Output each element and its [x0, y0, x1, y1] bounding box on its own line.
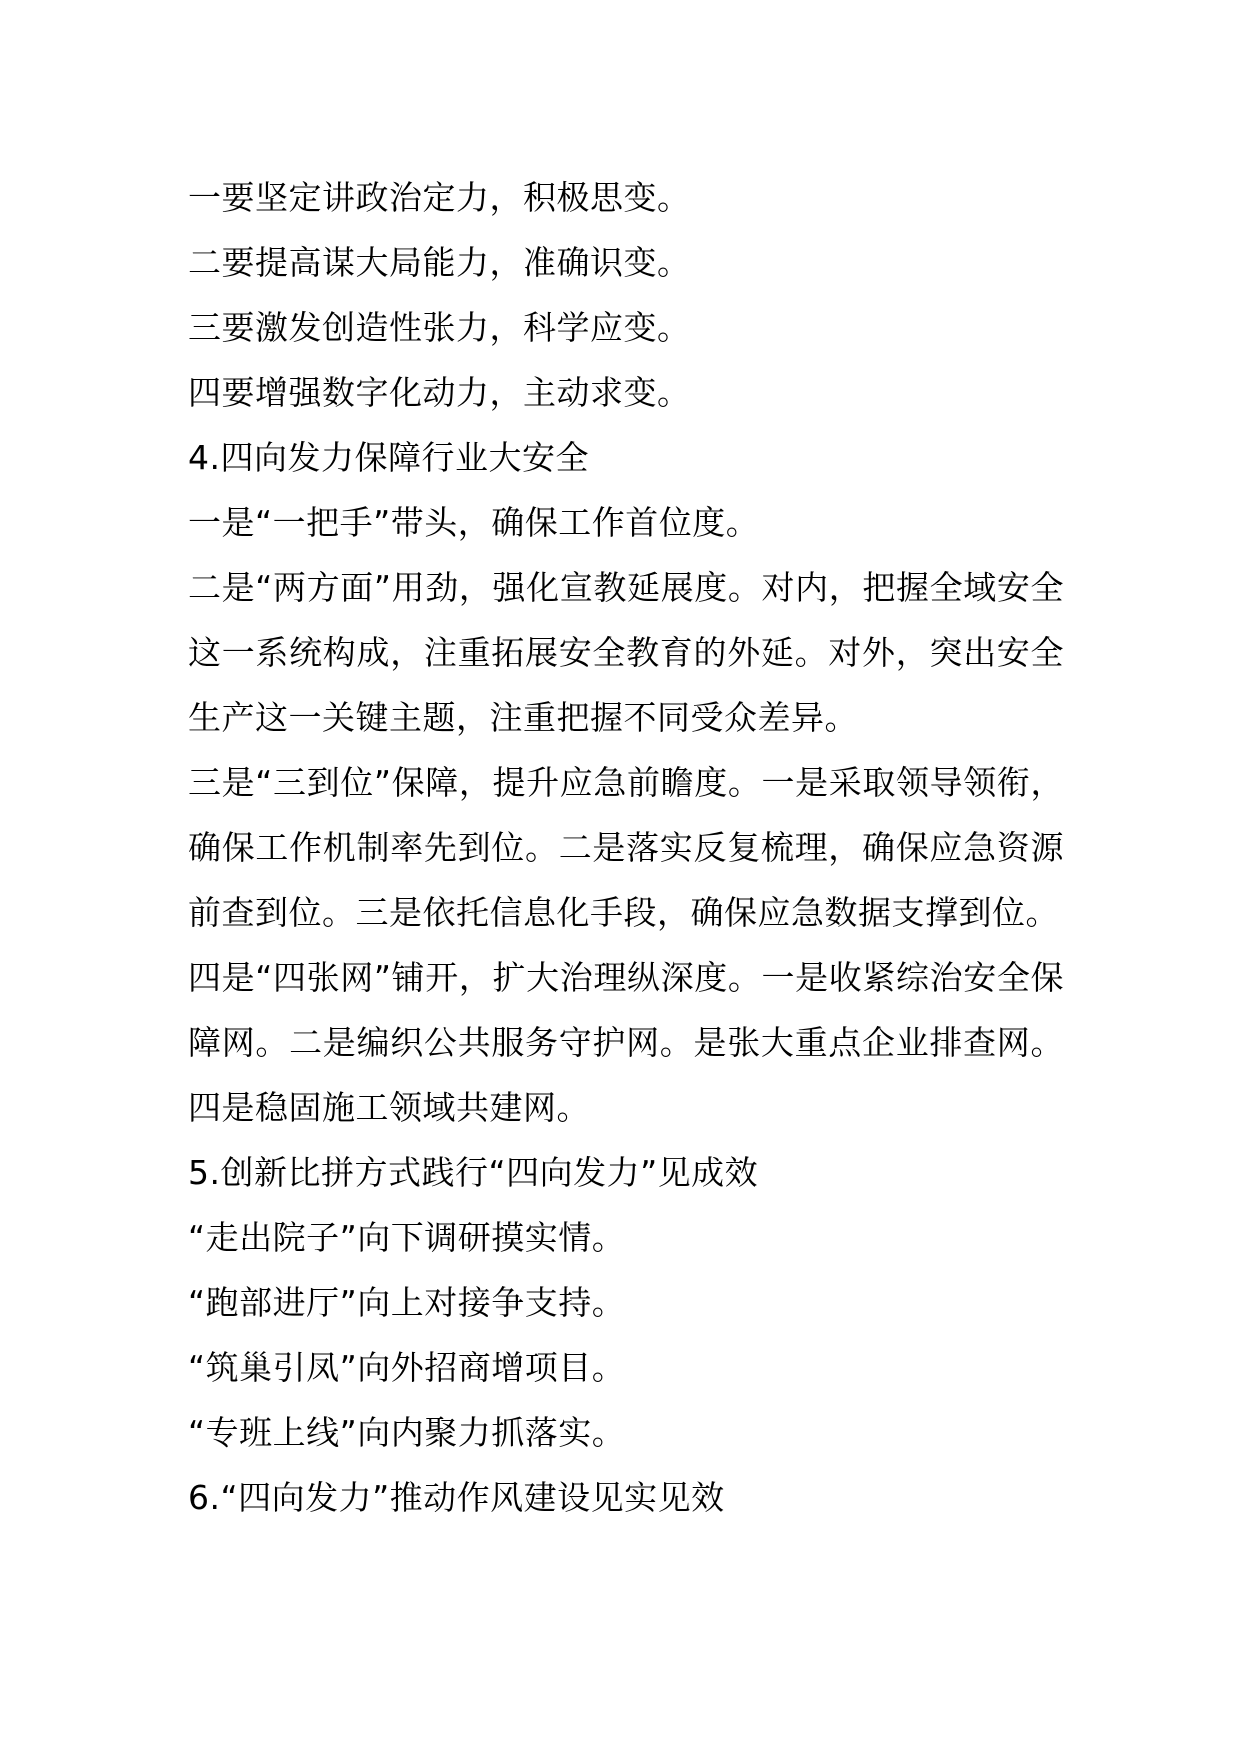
text-line: 二要提高谋大局能力，准确识变。: [188, 243, 691, 282]
text-line: “走出院子”向下调研摸实情。: [188, 1218, 626, 1257]
paragraph: 四是“四张网”铺开，扩大治理纵深度。一是收紧综治安全保障网。二是编织公共服务守护网。是张大重点企业排查网。四是稳固施工领域共建网。: [188, 958, 1064, 1127]
text-line: 一要坚定讲政治定力，积极思变。: [188, 178, 691, 217]
text-line: “筑巢引凤”向外招商增项目。: [188, 1348, 626, 1387]
paragraph: 三是“三到位”保障，提升应急前瞻度。一是采取领导领衔，确保工作机制率先到位。二是落实反复梳理，确保应急资源前查到位。三是依托信息化手段，确保应急数据支撑到位。: [188, 763, 1064, 932]
section-heading: 6.“四向发力”推动作风建设见实见效: [188, 1478, 725, 1517]
text-line: “专班上线”向内聚力抓落实。: [188, 1413, 626, 1452]
paragraph: 二是“两方面”用劲，强化宣教延展度。对内，把握全域安全这一系统构成，注重拓展安全教育的外延。对外，突出安全生产这一关键主题，注重把握不同受众差异。: [188, 568, 1064, 737]
text-line: 一是“一把手”带头，确保工作首位度。: [188, 503, 760, 542]
text-line: 三要激发创造性张力，科学应变。: [188, 308, 691, 347]
text-line: “跑部进厅”向上对接争支持。: [188, 1283, 626, 1322]
document-body: [188, 165, 1064, 1530]
section-heading: 4.四向发力保障行业大安全: [188, 438, 589, 477]
section-heading: 5.创新比拼方式践行“四向发力”见成效: [188, 1153, 759, 1192]
text-line: 四要增强数字化动力，主动求变。: [188, 373, 691, 412]
